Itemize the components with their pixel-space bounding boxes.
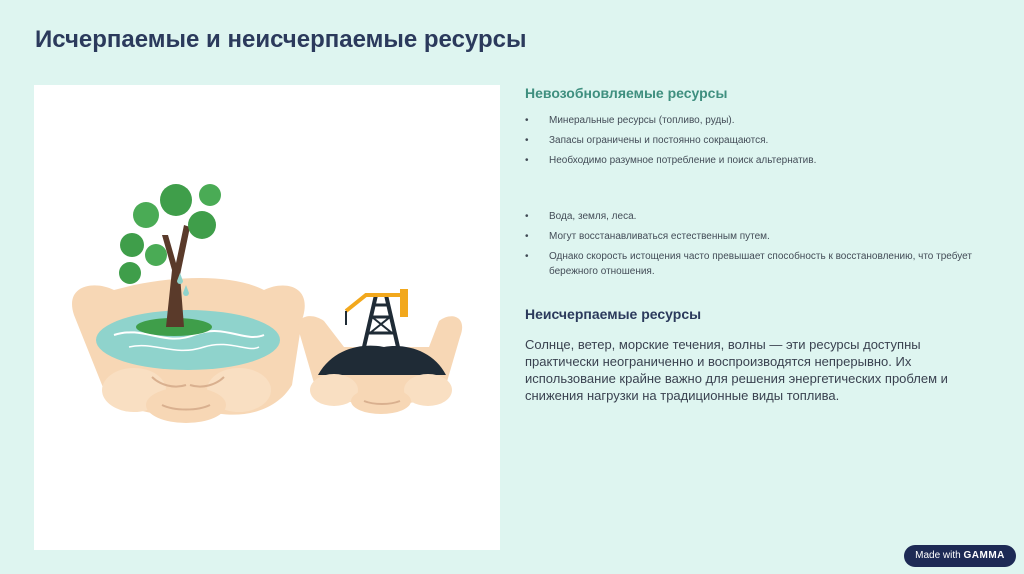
list-item: • Минеральные ресурсы (топливо, руды).: [525, 113, 995, 128]
nonrenewable-list: [525, 113, 995, 173]
hands-oil-rig-illustration: [298, 289, 462, 414]
renewable-list: [525, 209, 995, 284]
nonrenewable-heading: Невозобновляемые ресурсы: [525, 85, 728, 101]
badge-brand: GAMMA: [963, 550, 1005, 561]
hands-tree-illustration: [72, 184, 305, 423]
badge-prefix: Made with: [915, 550, 961, 561]
made-with-gamma-badge[interactable]: [904, 545, 1016, 567]
inexhaustible-heading: Неисчерпаемые ресурсы: [525, 306, 702, 322]
list-item: • Однако скорость истощения часто превышает способность к восстановлению, что требует бережного отношения.: [525, 249, 995, 279]
list-item: • Запасы ограничены и постоянно сокращаются.: [525, 133, 995, 148]
list-item: • Необходимо разумное потребление и поиск альтернатив.: [525, 153, 995, 168]
slide-title: Исчерпаемые и неисчерпаемые ресурсы: [35, 26, 527, 53]
list-item: • Вода, земля, леса.: [525, 209, 995, 224]
illustration: [34, 85, 500, 550]
list-item: • Могут восстанавливаться естественным путем.: [525, 229, 995, 244]
inexhaustible-text: Солнце, ветер, морские течения, волны — эти ресурсы доступны практически неограниченно и воспроизводятся непрерывно. Их использование крайне важно для решения энергетических проблем и снижения нагрузки на традиционные виды топлива.: [525, 337, 948, 403]
illustration-panel: [34, 85, 500, 550]
